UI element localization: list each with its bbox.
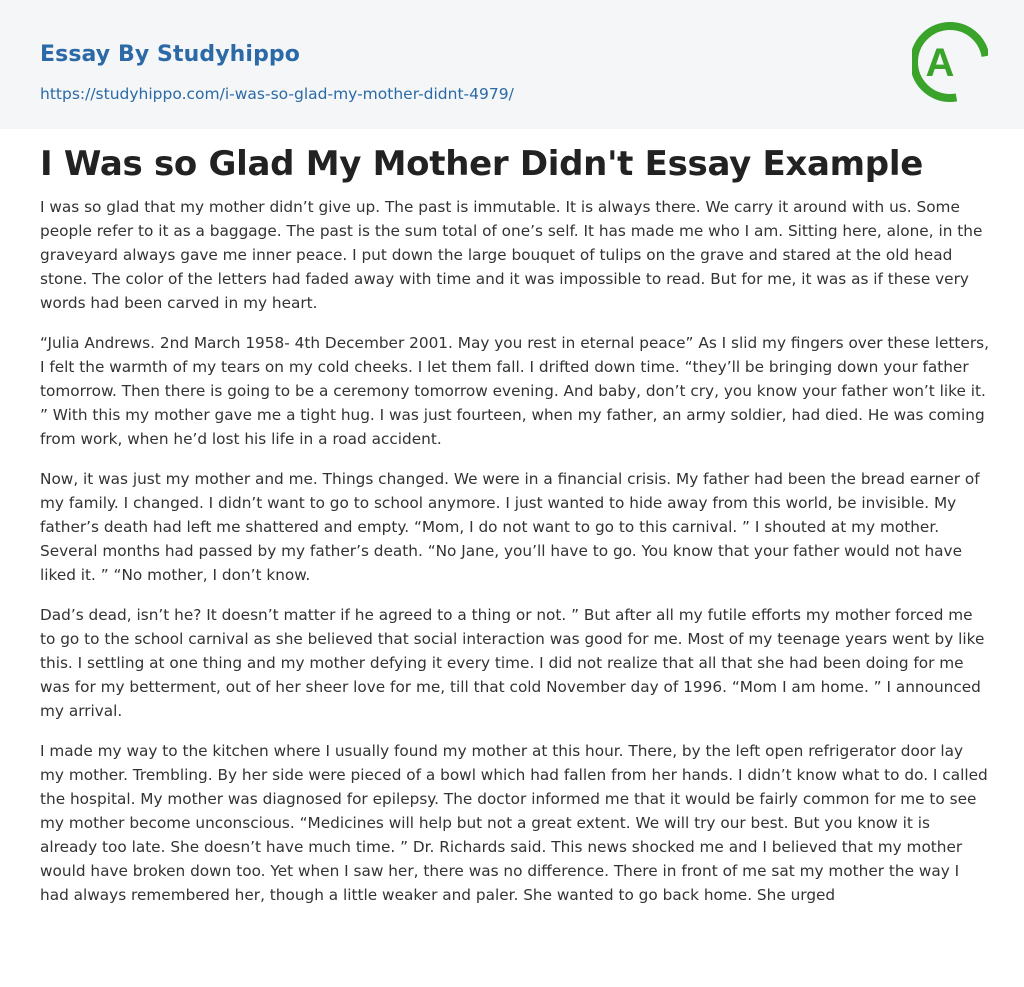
essay-paragraph: “Julia Andrews. 2nd March 1958- 4th December 2001. May you rest in eternal peace” As I slid my fingers over these letters, I felt the warmth of my tears on my cold cheeks. I let them fall. I drifted down time. “they’ll be bringing down your father tomorrow. Then there is going to be a ceremony tomorrow evening. And baby, don’t cry, you know your father won’t like it. ” With this my mother gave me a tight hug. I was just fourteen, when my father, an army soldier, had died. He was coming from work, when he’d lost his life in a road accident. [40,334,989,448]
page-url-link[interactable]: https://studyhippo.com/i-was-so-glad-my-mother-didnt-4979/ [40,85,514,103]
essay-body [40,195,990,923]
logo-letter: A [925,41,955,85]
essay-paragraph: I made my way to the kitchen where I usually found my mother at this hour. There, by the left open refrigerator door lay my mother. Trembling. By her side were pieced of a bowl which had fallen from her hands. I didn’t know what to do. I called the hospital. My mother was diagnosed for epilepsy. The doctor informed me that it would be fairly common for me to see my mother become unconscious. “Medicines will help but not a great extent. We will try our best. But you know it is already too late. She doesn’t have much time. ” Dr. Richards said. This news shocked me and I believed that my mother would have broken down too. Yet when I saw her, there was no difference. There in front of me sat my mother the way I had always remembered her, though a little weaker and paler. She wanted to go back home. She urged [40,742,988,904]
site-brand[interactable]: Essay By Studyhippo [40,42,300,67]
essay-title: I Was so Glad My Mother Didn't Essay Example [40,144,923,184]
studyhippo-logo-icon[interactable] [912,18,988,106]
site-header [0,0,1024,129]
essay-paragraph: I was so glad that my mother didn’t give up. The past is immutable. It is always there. We carry it around with us. Some people refer to it as a baggage. The past is the sum total of one’s self. It has made me who I am. Sitting here, alone, in the graveyard always gave me inner peace. I put down the large bouquet of tulips on the grave and stared at the old head stone. The color of the letters had faded away with time and it was impossible to read. But for me, it was as if these very words had been carved in my heart. [40,198,983,312]
essay-paragraph: Now, it was just my mother and me. Things changed. We were in a financial crisis. My father had been the bread earner of my family. I changed. I didn’t want to go to school anymore. I just wanted to hide away from this world, be invisible. My father’s death had left me shattered and empty. “Mom, I do not want to go to this carnival. ” I shouted at my mother. Several months had passed by my father’s death. “No Jane, you’ll have to go. You know that your father would not have liked it. ” “No mother, I don’t know. [40,470,980,584]
essay-paragraph: Dad’s dead, isn’t he? It doesn’t matter if he agreed to a thing or not. ” But after all my futile efforts my mother forced me to go to the school carnival as she believed that social interaction was good for me. Most of my teenage years went by like this. I settling at one thing and my mother defying it every time. I did not realize that all that she had been doing for me was for my betterment, out of her sheer love for me, till that cold November day of 1996. “Mom I am home. ” I announced my arrival. [40,606,985,720]
